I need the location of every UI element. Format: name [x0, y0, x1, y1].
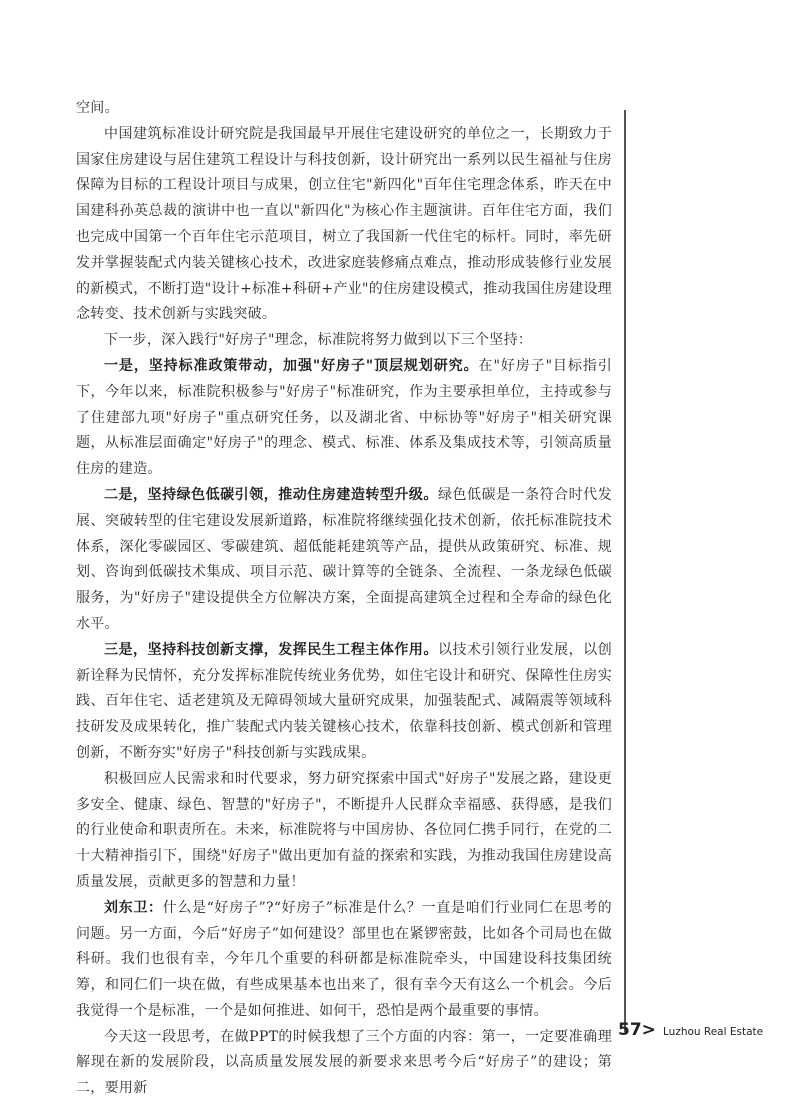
point-three-heading: 三是，坚持科技创新支撑，发挥民生工程主体作用。: [104, 641, 438, 658]
paragraph-continuation: 空间。: [76, 100, 119, 116]
paragraph-closing: 积极回应人民需求和时代要求，努力研究探索中国式"好房子"发展之路，建设更多安全、健康、绿色、智慧的"好房子"，不断提升人民群众幸福感、获得感，是我们的行业使命和职责所在。未来，标准院将与中国房协、各位同仁携手同行，在党的二十大精神指引下，围绕"好房子"做出更加有益的探索和实践，为推动我国住房建设高质量发展，贡献更多的智慧和力量！: [76, 770, 612, 890]
point-two-heading: 二是，坚持绿色低碳引领，推动住房建造转型升级。: [104, 486, 438, 503]
paragraph-institute-intro: 中国建筑标准设计研究院是我国最早开展住宅建设研究的单位之一，长期致力于国家住房建设与居住建筑工程设计与科技创新，设计研究出一系列以民生福祉与住房保障为目标的工程设计项目与成果，创立住宅"新四化"百年住宅理念体系，昨天在中国建科孙英总裁的演讲中也一直以"新四化"为核心作主题演讲。百年住宅方面，我们也完成中国第一个百年住宅示范项目，树立了我国新一代住宅的标杆。同时，率先研发并掌握装配式内装关键核心技术，改进家庭装修痛点难点，推动形成装修行业发展的新模式，不断打造"设计+标准+科研+产业"的住房建设模式，推动我国住房建设理念转变、技术创新与实践突破。: [76, 125, 612, 323]
page-number: 57>: [618, 1020, 656, 1040]
paragraph-point-two: [76, 483, 612, 638]
point-three-text: 以技术引领行业发展，以创新诠释为民情怀，充分发挥标准院传统业务优势，如住宅设计和研究、保障性住房实践、百年住宅、适老建筑及无障碍领域大量研究成果，加强装配式、减隔震等领域科技研发及成果转化，推广装配式内装关键核心技术，依靠科技创新、模式创新和管理创新，不断夯实"好房子"科技创新与实践成果。: [76, 641, 612, 761]
page-footer: [618, 1020, 763, 1040]
paragraph-point-three: [76, 638, 612, 767]
speaker-name: 刘东卫：: [104, 899, 163, 916]
paragraph-point-one: [76, 354, 612, 483]
paragraph-next-steps: 下一步，深入践行"好房子"理念，标准院将努力做到以下三个坚持：: [104, 332, 533, 349]
point-one-heading: 一是，坚持标准政策带动，加强"好房子"顶层规划研究。: [104, 357, 479, 374]
speaker-text: 什么是“好房子”?“好房子”标准是什么？一直是咱们行业同仁在思考的问题。另一方面，今后“好房子”如何建设？部里也在紧锣密鼓，比如各个司局也在做科研。我们也很有幸，今年几个重要的科研都是标准院牵头，中国建设科技集团统筹，和同仁们一块在做，有些成果基本也出来了，很有幸今天有这么一个机会。今后我觉得一个是标准，一个是如何推进、如何干，恐怕是两个最重要的事情。: [76, 899, 612, 1019]
vertical-divider: [624, 110, 626, 1032]
paragraph-speaker-continued: 今天这一段思考，在做PPT的时候我想了三个方面的内容：第一，一定要准确理解现在新的发展阶段，以高质量发展发展的新要求来思考今后“好房子”的建设；第二，要用新: [76, 1028, 612, 1097]
journal-name: Luzhou Real Estate: [663, 1026, 764, 1038]
article-body: [76, 96, 612, 1102]
point-two-text: 绿色低碳是一条符合时代发展、突破转型的住宅建设发展新道路，标准院将继续强化技术创新，依托标准院技术体系，深化零碳园区、零碳建筑、超低能耗建筑等产品，提供从政策研究、标准、规划、咨询到低碳技术集成、项目示范、碳计算等的全链条、全流程、一条龙绿色低碳服务，为"好房子"建设提供全方位解决方案，全面提高建筑全过程和全寿命的绿色化水平。: [76, 486, 612, 632]
point-one-text: 在"好房子"目标指引下，今年以来，标准院积极参与"好房子"标准研究，作为主要承担单位，主持或参与了住建部九项"好房子"重点研究任务，以及湖北省、中标协等"好房子"相关研究课题，从标准层面确定"好房子"的理念、模式、标准、体系及集成技术等，引领高质量住房的建造。: [76, 357, 612, 478]
paragraph-speaker-liu: [76, 896, 612, 1025]
